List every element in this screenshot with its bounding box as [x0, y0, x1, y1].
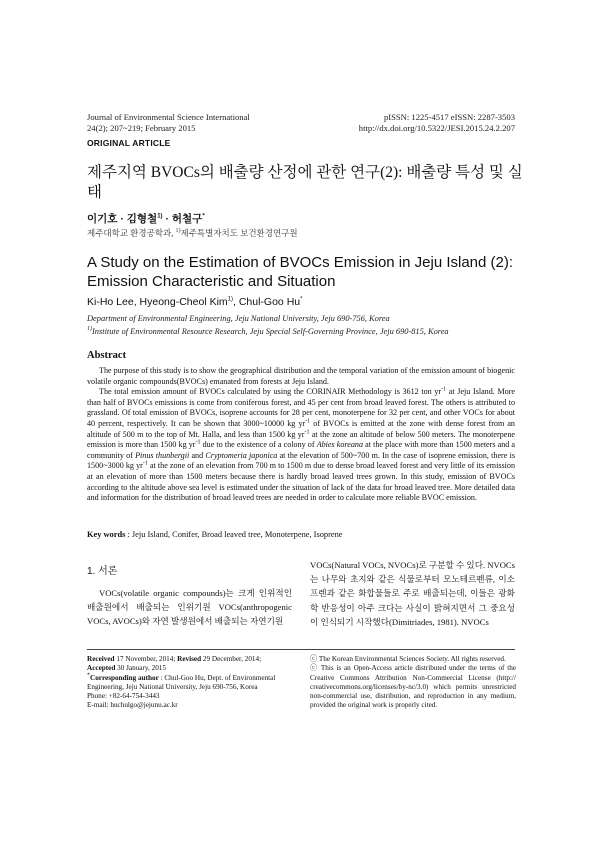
english-affiliation-1: Department of Environmental Engineering, Jeju National University, Jeju 690-756, Korea — [87, 314, 390, 323]
korean-affiliation: 제주대학교 환경공학과, $^{1)}$제주특별자치도 보건환경연구원 — [87, 228, 298, 238]
copyright-line: ⓒ The Korean Environmental Sciences Society. All rights reserved. — [310, 655, 506, 663]
license-text: ⓒ This is an Open-Access article distributed under the terms of the Creative Commons Attribution Non-Commercial License (http:// creativecommons.org/licenses/by-nc/3.0) which permits unrestricted non-commercial use, distribution, and reproduction in any medium, provided the original work is properly cited. — [310, 664, 516, 710]
accepted-line: Accepted 30 January, 2015 — [87, 664, 166, 673]
email-link[interactable]: E-mail: huchulgo@jejunu.ac.kr — [87, 701, 178, 710]
english-affiliation-2: $^{1)}$Institute of Environmental Resource Research, Jeju Special Self-Governing Province, Jeju 690-815, Korea — [87, 326, 449, 336]
journal-ids — [359, 112, 515, 133]
footnote-divider — [87, 649, 515, 650]
journal-name: Journal of Environmental Science International — [87, 112, 250, 122]
received-line: Received 17 November, 2014; Revised 29 December, 2014; — [87, 655, 262, 663]
body-column-left — [87, 562, 292, 629]
phone: Phone: +82-64-754-3443 — [87, 692, 160, 701]
corresponding-author: *Corresponding author : Chul-Goo Hu, Dept. of Environmental Engineering, Jeju National University, Jeju 690-756, Korea — [87, 672, 276, 691]
english-title: A Study on the Estimation of BVOCs Emission in Jeju Island (2): Emission Characteristic and Situation — [87, 254, 514, 290]
keywords-label: Key words — [87, 530, 126, 539]
english-authors: Ki-Ho Lee, Hyeong-Cheol Kim$^{1)}$, Chul-Goo Hu* — [87, 296, 303, 308]
body-text-right: VOCs(Natural VOCs, NVOCs)로 구분할 수 있다. NVOCs는 나무와 초지와 같은 식물로부터 모노테르펜류, 이소프렌과 같은 화합물들로 주로 배출되는데, 이들은 광화학 반응성이 아주 크다는 사실이 밝혀지면서 그 중요성이 인식되기 시작했다(Dimitriades, 1981). NVOCs — [310, 560, 516, 627]
article-type: ORIGINAL ARTICLE — [87, 138, 171, 148]
footnote-right — [310, 655, 516, 711]
keywords — [87, 530, 515, 539]
body-text-left: VOCs(volatile organic compounds)는 크게 인위적인 배출원에서 배출되는 인위기원 VOCs(anthropogenic VOCs, AVOCs)와 자연 발생원에서 배출되는 자연기원 — [87, 588, 292, 627]
abstract-heading: Abstract — [87, 350, 127, 361]
abstract-paragraph-1: The purpose of this study is to show the geographical distribution and the temporal variation of the emission amount of biogenic volatile organic compounds(BVOCs) emanated from forests at Jeju Island. — [87, 366, 515, 386]
journal-volume: 24(2); 207~219; February 2015 — [87, 122, 196, 133]
keywords-text: : Jeju Island, Conifer, Broad leaved tree, Monoterpene, Isoprene — [125, 530, 343, 539]
issn: pISSN: 1225-4517 eISSN: 2287-3503 — [383, 112, 515, 122]
abstract-body — [87, 366, 515, 504]
abstract-paragraph-2: The total emission amount of BVOCs calculated by using the CORINAIR Methodology is 3612 ton $yr^{-1}$ at Jeju Island. More than half of BVOCs emissions is come from coniferous forest, and 45 per cent from broad leaved forest. The others is attributed to grassland. Of total emission of BVOCs, isoprene accounts for 28 per cent, monoterpene for 32 per cent, and other VOCs for about 40 percent, respectively. It can be shown that 3000~10000 kg $yr^{-1}$ of BVOCs is emitted at the zone with dense forest from an altitude of 500 m to the top of Mt. Halla, and less than 1500 kg $yr^{-1}$ at the zone an altitude of below 500 meters. The monoterpene emission is more than 1500 kg $yr^{-1}$ due to the existence of a colony of Abies koreana at the place with more than 1500 meters and a community of Pinus thunbergii and Cryptomeria japonica at the elevation of 500~700 m. In the case of isoprene emission, there is 1500~3000 kg $yr^{-1}$ at the zone of an elevation from 700 m to 1500 m due to dense broad leaved forest and very little of its emission at an elevation of more than 1500 meters because there is hardly broad leaved trees grown. In this study, emission of BVOCs according to the altitude above sea level is estimated under the situation of lack of the data for broad leaved tree. More detailed data and information for the distribution of broad leaved trees are needed in order to calculate more reliable BVOC emission. — [87, 386, 516, 503]
body-column-right — [310, 558, 515, 629]
korean-title: 제주지역 BVOCs의 배출량 산정에 관한 연구(2): 배출량 특성 및 실태 — [87, 164, 523, 201]
footnote-left — [87, 655, 287, 711]
korean-authors: 이기호 · 김형철$^{1)}$ · 허철구* — [87, 213, 205, 225]
section-heading: 1. 서론 — [87, 566, 118, 577]
journal-header — [87, 112, 250, 133]
doi-link[interactable]: http://dx.doi.org/10.5322/JESI.2015.24.2.207 — [358, 122, 515, 133]
